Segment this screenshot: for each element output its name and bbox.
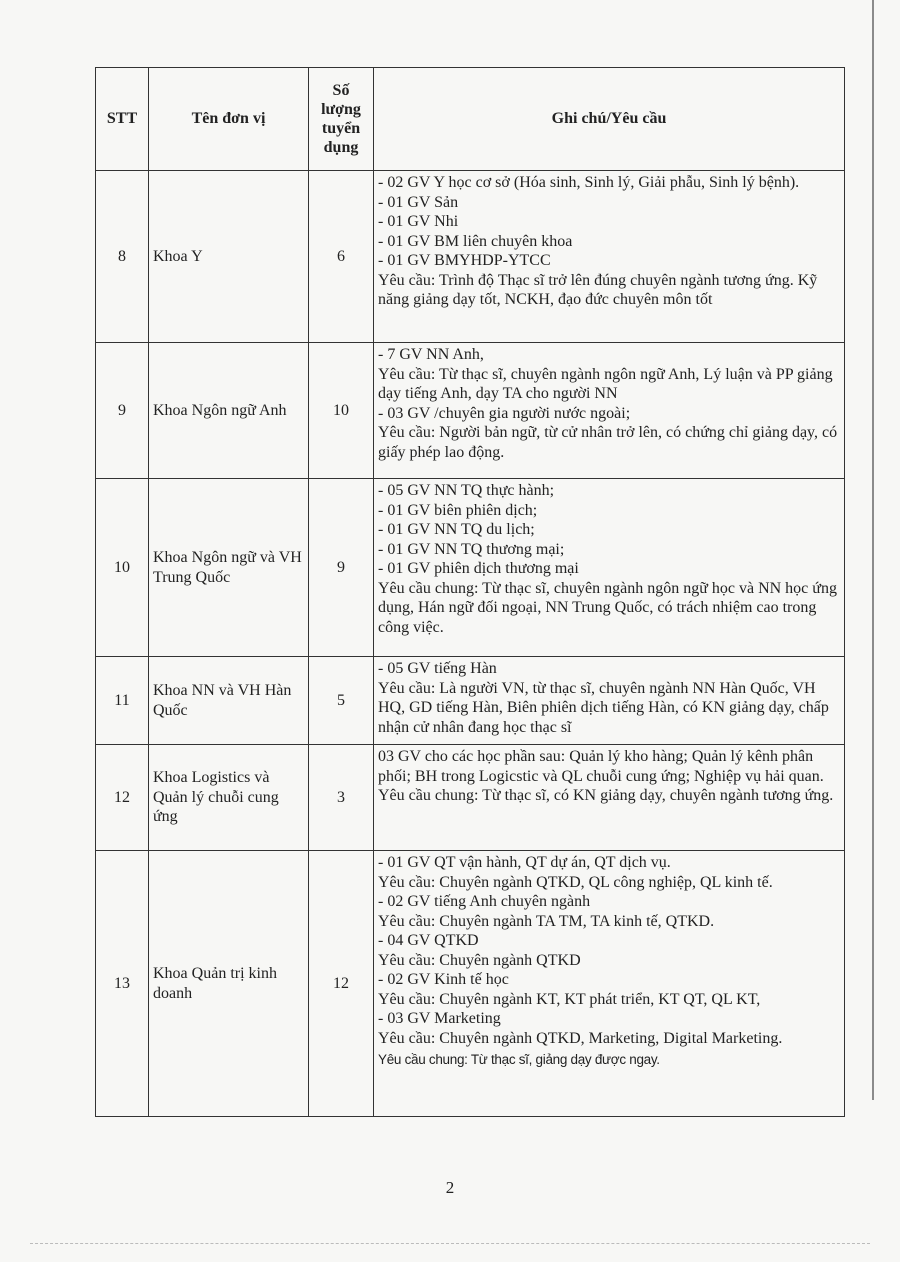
row-qty: 5 (309, 657, 374, 745)
note-line: Yêu cầu: Chuyên ngành KT, KT phát triển, KT QT, QL KT, (378, 990, 761, 1008)
note-line: Yêu cầu: Chuyên ngành QTKD, QL công nghiệp, QL kinh tế. (378, 873, 773, 891)
row-note (374, 479, 845, 657)
note-line: - 01 GV Sản (378, 193, 459, 211)
row-qty: 9 (309, 479, 374, 657)
header-stt: STT (96, 68, 149, 171)
row-unit: Khoa Ngôn ngữ Anh (149, 343, 309, 479)
note-line: Yêu cầu: Chuyên ngành QTKD (378, 951, 581, 969)
page-number: 2 (445, 1178, 455, 1197)
header-qty-line: Số (332, 82, 350, 99)
note-line: - 01 GV NN TQ thương mại; (378, 540, 565, 558)
note-line: - 01 GV QT vận hành, QT dự án, QT dịch vụ. (378, 854, 671, 871)
page-edge-line (872, 0, 874, 1100)
note-line: - 02 GV Kinh tế học (378, 971, 509, 988)
note-line: - 03 GV /chuyên gia người nước ngoài; (378, 404, 631, 422)
note-line: Yêu cầu: Từ thạc sĩ, chuyên ngành ngôn ngữ Anh, Lý luận và PP giảng dạy tiếng Anh, dạy TA cho người NN (378, 365, 833, 402)
note-line: - 02 GV Y học cơ sở (Hóa sinh, Sinh lý, Giải phẫu, Sinh lý bệnh). (378, 174, 800, 191)
note-line: - 01 GV NN TQ du lịch; (378, 521, 535, 538)
row-qty: 12 (309, 851, 374, 1117)
note-line: Yêu cầu chung: Từ thạc sĩ, có KN giảng dạy, chuyên ngành tương ứng. (378, 787, 834, 804)
row-unit: Khoa Logistics và Quản lý chuỗi cung ứng (149, 745, 309, 851)
note-line: Yêu cầu chung: Từ thạc sĩ, chuyên ngành ngôn ngữ học và NN học ứng dụng, Hán ngữ đối ngoại, NN Trung Quốc, có trách nhiệm cao trong công việc. (378, 579, 837, 636)
row-note (374, 657, 845, 745)
row-note (374, 343, 845, 479)
recruitment-table (95, 67, 845, 1117)
note-line: Yêu cầu: Chuyên ngành TA TM, TA kinh tế, QTKD. (378, 912, 715, 930)
row-stt: 8 (96, 171, 149, 343)
table-header-row (96, 68, 845, 171)
note-line: - 05 GV NN TQ thực hành; (378, 482, 555, 499)
note-line: Yêu cầu: Người bản ngữ, từ cử nhân trở lên, có chứng chỉ giảng dạy, có giấy phép lao động. (378, 424, 838, 461)
header-note: Ghi chú/Yêu cầu (374, 68, 845, 171)
table-row (96, 171, 845, 343)
note-line: - 01 GV biên phiên dịch; (378, 501, 538, 519)
note-line: - 01 GV Nhi (378, 213, 459, 230)
row-qty: 6 (309, 171, 374, 343)
row-note (374, 745, 845, 851)
row-note (374, 171, 845, 343)
note-line: Yêu cầu: Trình độ Thạc sĩ trở lên đúng chuyên ngành tương ứng. Kỹ năng giảng dạy tốt, NCKH, đạo đức chuyên môn tốt (378, 271, 818, 308)
note-line: Yêu cầu: Là người VN, từ thạc sĩ, chuyên ngành NN Hàn Quốc, VH HQ, GD tiếng Hàn, Biên phiên dịch tiếng Hàn, có KN giảng dạy, chấp nhận cử nhân đang học thạc sĩ (378, 679, 829, 736)
scan-edge-divider (30, 1243, 870, 1244)
row-qty: 3 (309, 745, 374, 851)
table-row (96, 745, 845, 851)
table-row (96, 851, 845, 1117)
note-line: Yêu cầu chung: Từ thạc sĩ, giảng dạy được ngay. (378, 1052, 660, 1067)
note-line: - 01 GV BM liên chuyên khoa (378, 232, 573, 250)
note-line: - 04 GV QTKD (378, 932, 479, 949)
row-qty: 10 (309, 343, 374, 479)
header-qty-line: lượng (321, 101, 361, 118)
header-qty (309, 68, 374, 171)
note-line: - 01 GV BMYHDP-YTCC (378, 252, 551, 269)
table-row (96, 343, 845, 479)
header-qty-line: tuyển (321, 120, 361, 137)
note-line: Yêu cầu: Chuyên ngành QTKD, Marketing, Digital Marketing. (378, 1029, 783, 1047)
header-unit: Tên đơn vị (149, 68, 309, 171)
row-stt: 13 (96, 851, 149, 1117)
table-row (96, 657, 845, 745)
row-stt: 9 (96, 343, 149, 479)
note-line: - 02 GV tiếng Anh chuyên ngành (378, 893, 591, 910)
note-line: - 05 GV tiếng Hàn (378, 660, 497, 677)
row-note (374, 851, 845, 1117)
note-line: 03 GV cho các học phần sau: Quản lý kho hàng; Quản lý kênh phân phối; BH trong Logicstic và QL chuỗi cung ứng; Nghiệp vụ hải quan. (378, 748, 824, 785)
row-unit: Khoa Quản trị kinh doanh (149, 851, 309, 1117)
header-qty-line: dụng (323, 139, 359, 156)
note-line: - 01 GV phiên dịch thương mại (378, 560, 579, 577)
note-line: - 7 GV NN Anh, (378, 346, 484, 363)
row-unit: Khoa Y (149, 171, 309, 343)
row-unit: Khoa NN và VH Hàn Quốc (149, 657, 309, 745)
row-unit: Khoa Ngôn ngữ và VH Trung Quốc (149, 479, 309, 657)
row-stt: 11 (96, 657, 149, 745)
row-stt: 12 (96, 745, 149, 851)
table-row (96, 479, 845, 657)
row-stt: 10 (96, 479, 149, 657)
note-line: - 03 GV Marketing (378, 1010, 501, 1027)
